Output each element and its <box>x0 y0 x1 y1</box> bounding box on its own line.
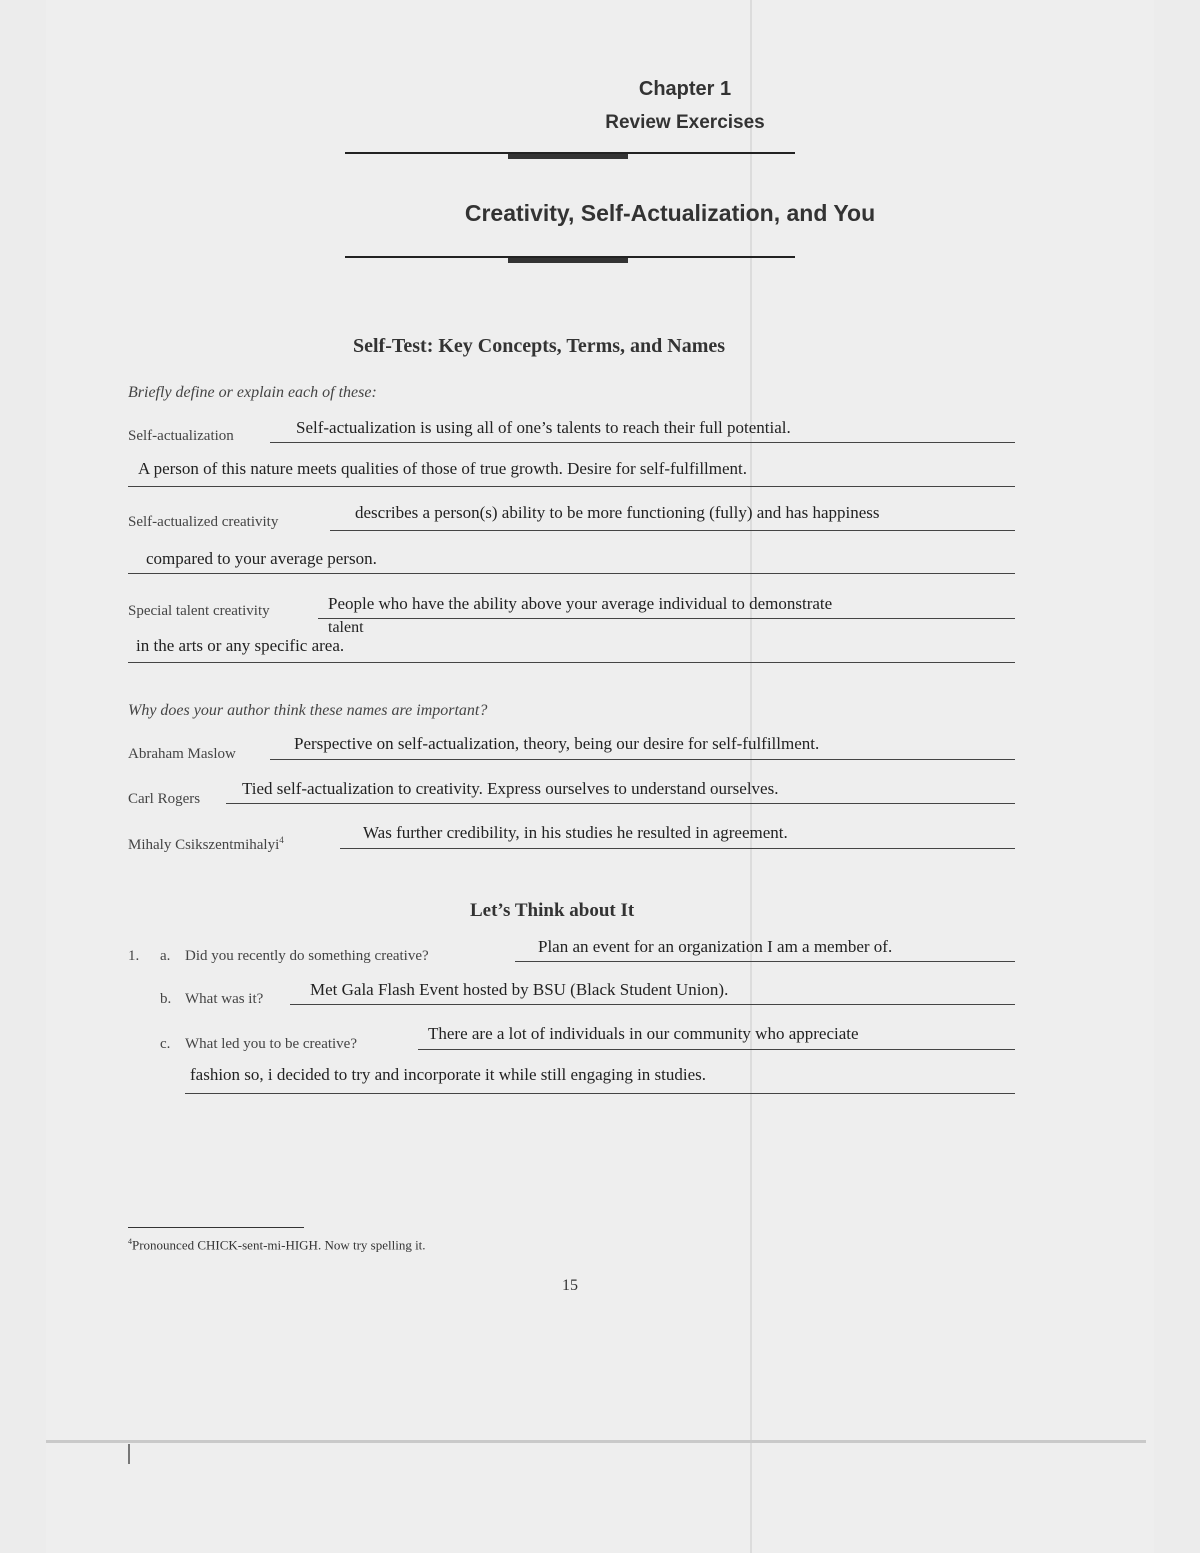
answer-text: People who have the ability above your average individual to demonstrate <box>328 594 833 613</box>
answer-line <box>330 530 1015 531</box>
footnote-mark: 4 <box>128 1237 132 1246</box>
name-label: Abraham Maslow <box>128 746 236 762</box>
header-rule-top-accent <box>508 154 628 159</box>
name-label-text: Mihaly Csikszentmihalyi <box>128 837 280 853</box>
answer-text: compared to your average person. <box>146 549 377 568</box>
answer-line <box>318 618 1015 619</box>
answer-line <box>226 803 1015 804</box>
answer-text: in the arts or any specific area. <box>136 636 345 655</box>
answer-text: fashion so, i decided to try and incorporate it while still engaging in studies. <box>190 1065 707 1084</box>
paper <box>46 0 1154 1553</box>
answer-line <box>290 1004 1015 1005</box>
question-letter: a. <box>160 948 171 964</box>
term-label: Special talent creativity <box>128 603 270 619</box>
term-label: Self-actualization <box>128 428 234 444</box>
scan-edge-mark <box>128 1444 130 1464</box>
question-number: 1. <box>128 948 140 964</box>
names-prompt: Why does your author think these names are important? <box>128 702 488 719</box>
footnote-mark: 4 <box>279 835 284 845</box>
think-heading: Let’s Think about It <box>470 900 635 921</box>
page-title: Creativity, Self-Actualization, and You <box>464 200 876 226</box>
self-test-prompt: Briefly define or explain each of these: <box>128 384 377 401</box>
question-letter: b. <box>160 991 172 1007</box>
answer-insert-text: talent <box>328 619 364 636</box>
answer-text: Was further credibility, in his studies he resulted in agreement. <box>363 823 788 842</box>
answer-line <box>270 759 1015 760</box>
answer-line <box>128 573 1015 574</box>
answer-line <box>128 662 1015 663</box>
question-letter: c. <box>160 1036 171 1052</box>
answer-line <box>185 1093 1015 1094</box>
answer-line <box>128 486 1015 487</box>
answer-line <box>418 1049 1015 1050</box>
question-text: What led you to be creative? <box>185 1036 358 1052</box>
answer-text: Met Gala Flash Event hosted by BSU (Black Student Union). <box>310 980 729 999</box>
answer-text: A person of this nature meets qualities of those of true growth. Desire for self-fulfillment. <box>138 459 748 478</box>
term-label: Self-actualized creativity <box>128 514 279 530</box>
answer-text: Self-actualization is using all of one’s talents to reach their full potential. <box>296 418 791 437</box>
paper-fold-vertical <box>750 0 752 1553</box>
footnote-text: Pronounced CHICK-sent-mi-HIGH. Now try spelling it. <box>132 1237 426 1253</box>
answer-text: Perspective on self-actualization, theory, being our desire for self-fulfillment. <box>294 734 820 753</box>
question-text: Did you recently do something creative? <box>185 948 429 964</box>
answer-text: describes a person(s) ability to be more functioning (fully) and has happiness <box>355 503 880 522</box>
answer-text: There are a lot of individuals in our community who appreciate <box>428 1024 859 1043</box>
footnote <box>128 1237 426 1253</box>
footnote-rule <box>128 1227 304 1228</box>
name-label: Carl Rogers <box>128 791 201 807</box>
name-label <box>128 835 284 854</box>
answer-line <box>270 442 1015 443</box>
header-rule-bottom-accent <box>508 258 628 263</box>
question-text: What was it? <box>185 991 264 1007</box>
chapter-label: Chapter 1 <box>638 78 732 100</box>
page-number: 15 <box>562 1277 578 1294</box>
chapter-subtitle: Review Exercises <box>605 112 765 133</box>
answer-line <box>340 848 1015 849</box>
self-test-heading: Self-Test: Key Concepts, Terms, and Names <box>353 335 726 357</box>
answer-text: Tied self-actualization to creativity. Express ourselves to understand ourselves. <box>242 779 779 798</box>
answer-text: Plan an event for an organization I am a member of. <box>538 937 893 956</box>
answer-line <box>515 961 1015 962</box>
paper-fold-horizontal <box>46 1440 1146 1443</box>
